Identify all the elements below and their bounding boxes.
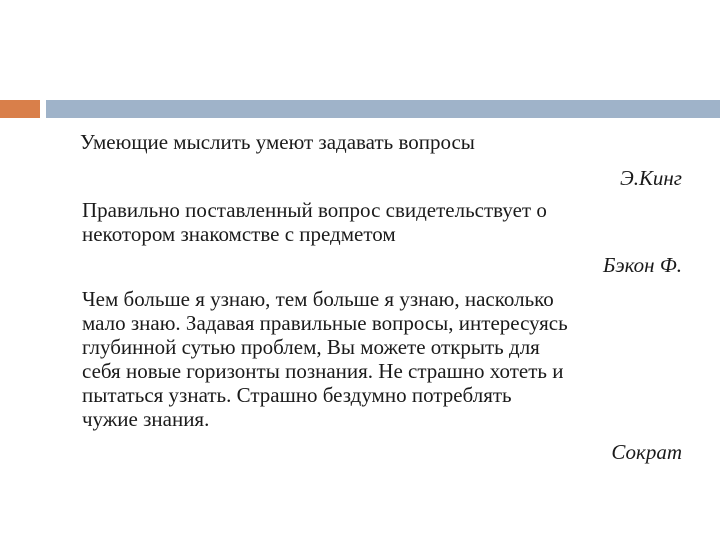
quote-1-author: Э.Кинг [619,166,682,190]
quote-3-line-3: глубинной сутью проблем, Вы можете открыть для [82,335,540,359]
quote-1-line-1: Умеющие мыслить умеют задавать вопросы [80,130,475,154]
accent-bar-orange [0,100,40,118]
quote-3-author: Сократ [611,440,682,464]
accent-bar-blue [46,100,720,118]
quote-2-line-2: некотором знакомстве с предметом [82,222,396,246]
quote-3-line-2: мало знаю. Задавая правильные вопросы, интересуясь [82,311,568,335]
quote-3-line-1: Чем больше я узнаю, тем больше я узнаю, насколько [82,287,554,311]
quote-3-line-5: пытаться узнать. Страшно бездумно потреблять [82,383,512,407]
quote-3-line-6: чужие знания. [82,407,210,431]
quote-2-author: Бэкон Ф. [603,253,682,277]
quote-2-line-1: Правильно поставленный вопрос свидетельствует о [82,198,547,222]
quote-3-line-4: себя новые горизонты познания. Не страшно хотеть и [82,359,564,383]
